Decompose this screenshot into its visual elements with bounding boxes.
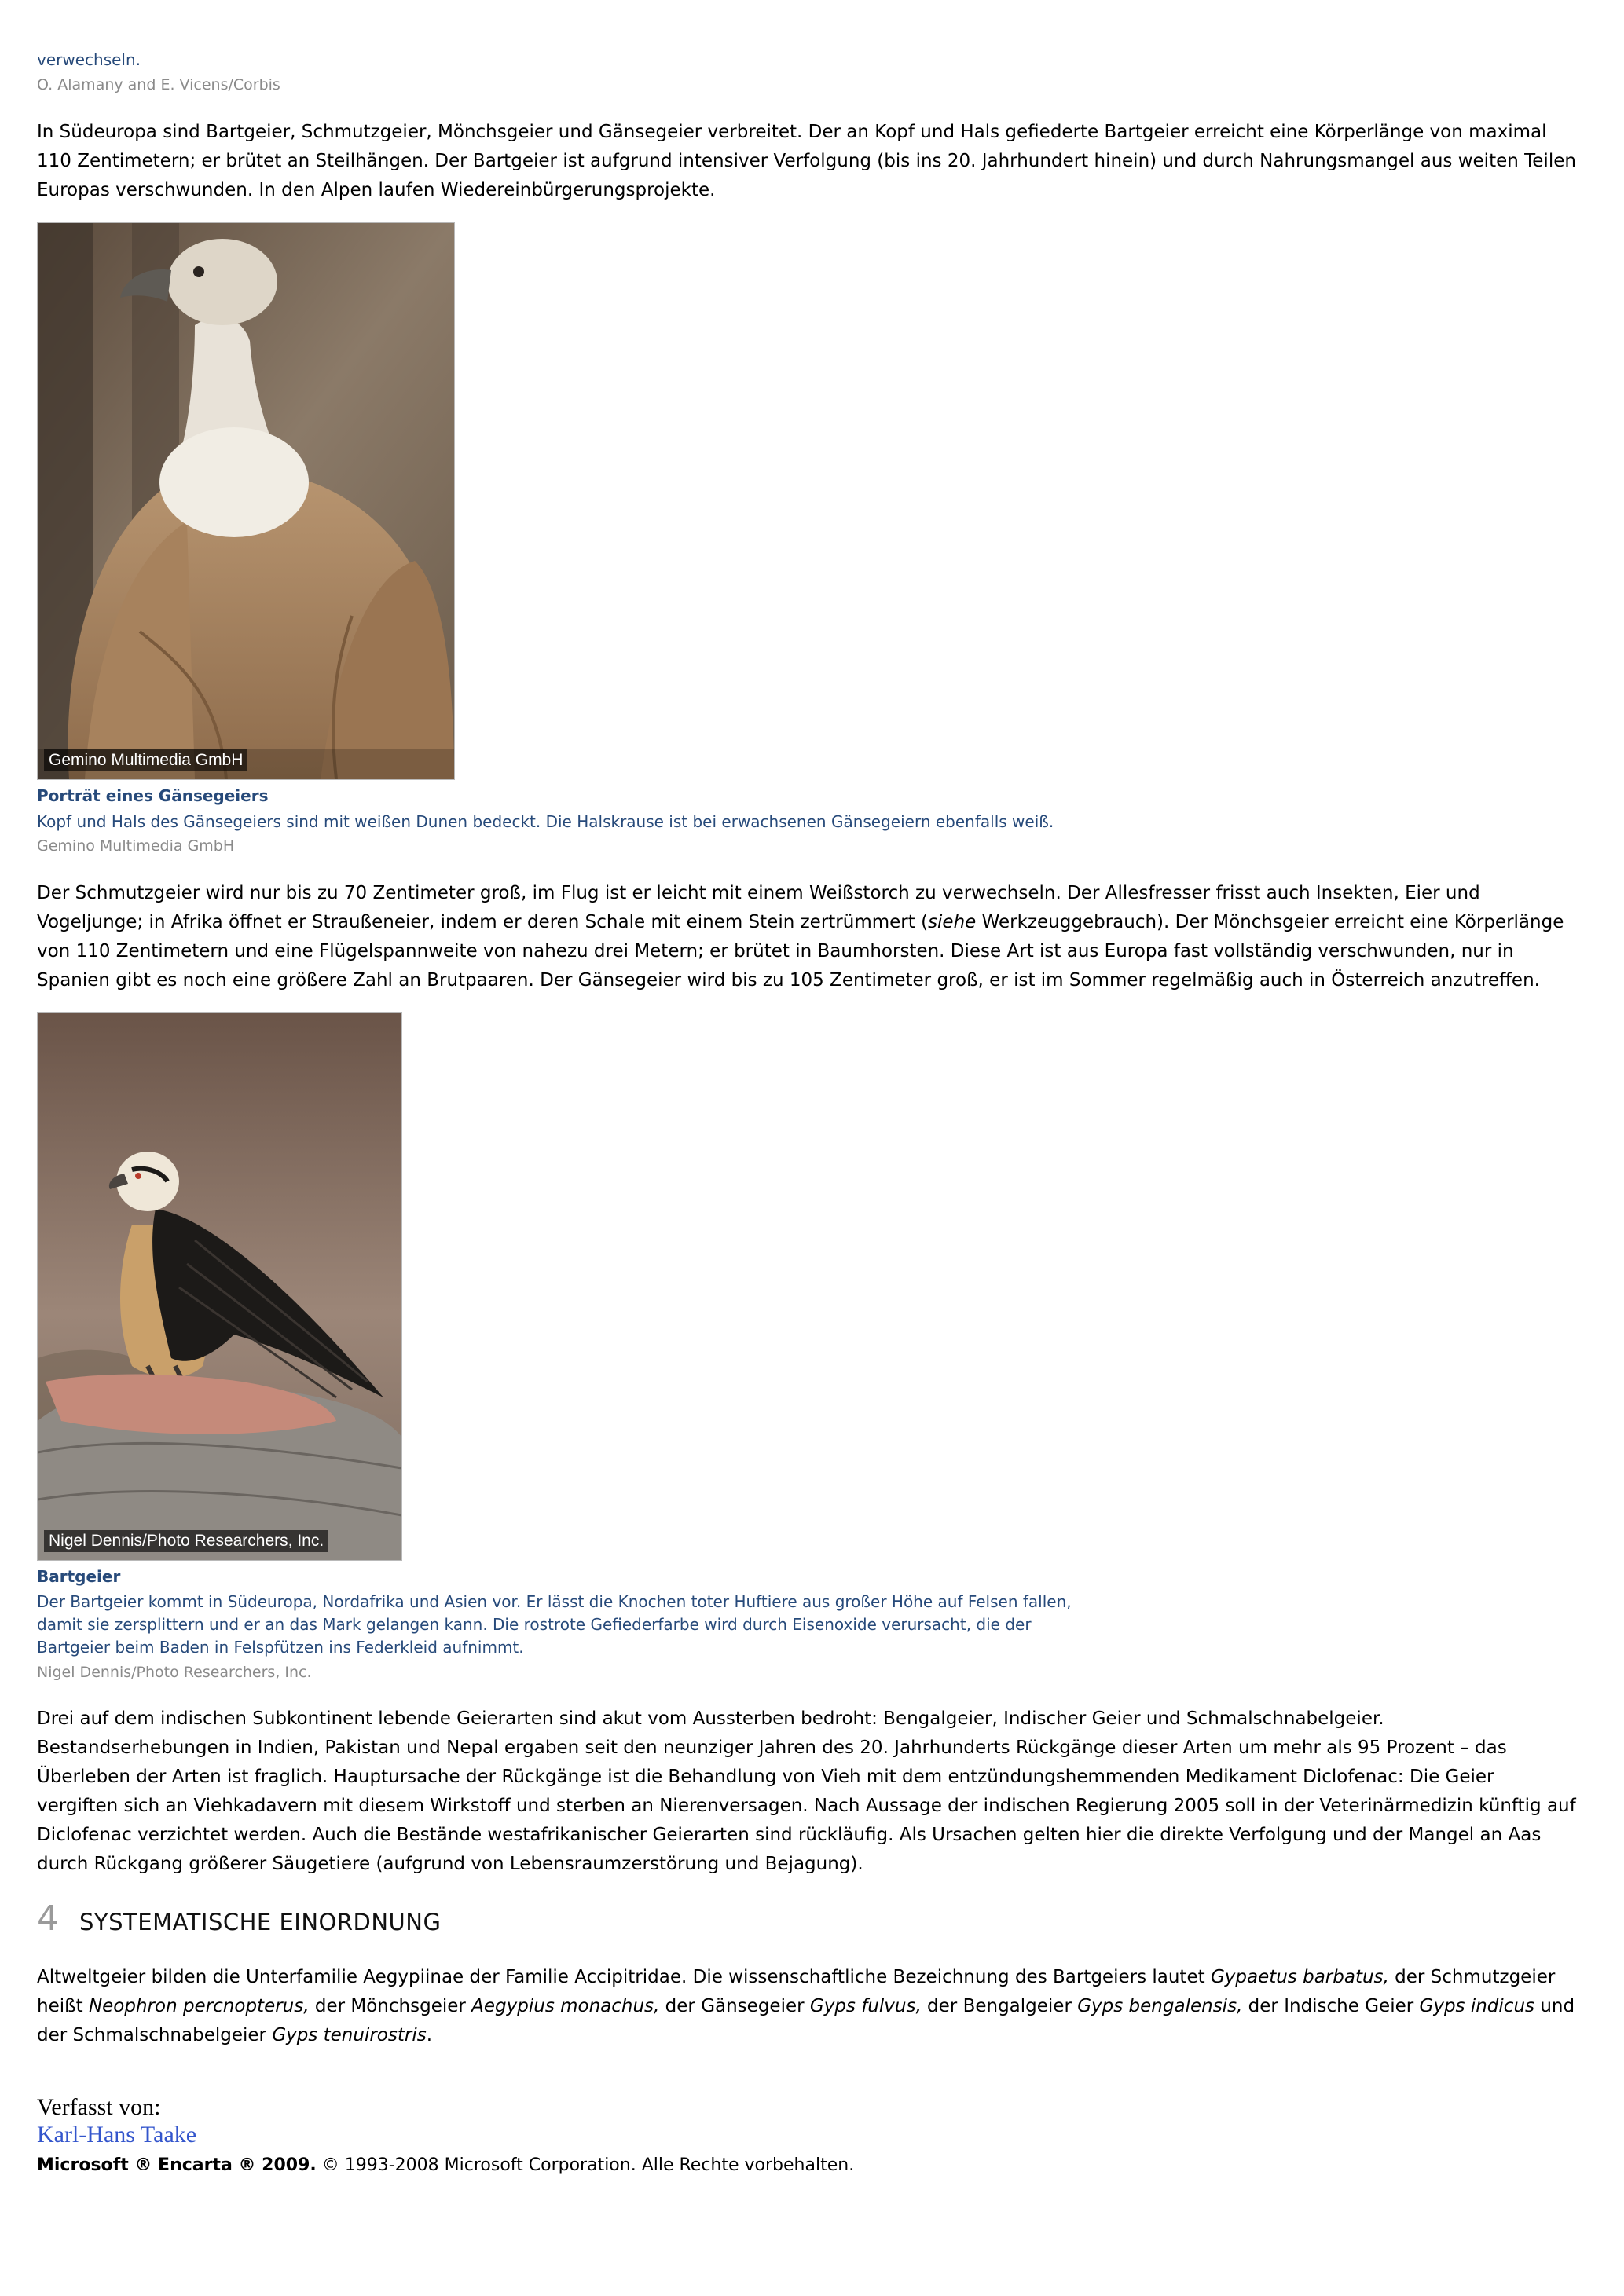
product-name: Microsoft ® Encarta ® 2009. (37, 2155, 317, 2175)
figure-caption-bearded: Der Bartgeier kommt in Südeuropa, Nordafrika und Asien vor. Er lässt die Knochen toter Huftiere aus großer Höhe auf Felsen fallen, damit sie zersplittern und er an das Mark gelangen kann. Die rostrote Gefiederfarbe wird durch Eisenoxide verursacht, die der Bartgeier beim Baden in Felspfützen ins Federkleid aufnimmt. (37, 1592, 1072, 1657)
paragraph-indian-vultures: Drei auf dem indischen Subkontinent lebende Geierarten sind akut vom Aussterben bedroht: Bengalgeier, Indischer Geier und Schmalschnabelgeier. Bestandserhebungen in Indien, Pakistan und Nepal ergaben seit den neunziger Jahren des 20. Jahrhunderts Rückgänge dieser Arten um mehr als 95 Prozent – das Überleben der Arten ist fraglich. Hauptursache der Rückgänge ist die Behandlung von Vieh mit dem entzündungshemmenden Medikament Diclofenac: Die Geier vergiften sich an Viehkadavern mit diesem Wirkstoff und sterben an Nierenversagen. Nach Aussage der indischen Regierung 2005 soll in der Veterinärmedizin künftig auf Diclofenac verzichtet werden. Auch die Bestände westafrikanischer Geierarten sind rückläufig. Als Ursachen gelten hier die direkte Verfolgung und der Mangel an Aas durch Rückgang größerer Säugetiere (aufgrund von Lebensraumzerstörung und Bejagung). (37, 1708, 1576, 1874)
figure-credit-bearded: Nigel Dennis/Photo Researchers, Inc. (37, 1664, 312, 1681)
author-label: Verfasst von: (37, 2094, 161, 2120)
paragraph-southern-europe: In Südeuropa sind Bartgeier, Schmutzgeier, Mönchsgeier und Gänsegeier verbreitet. Der an Kopf und Hals gefiederte Bartgeier erreicht eine Körperlänge von maximal 110 Zentimetern; er brütet an Steilhängen. Der Bartgeier ist aufgrund intensiver Verfolgung (bis ins 20. Jahrhundert hinein) und durch Nahrungsmangel aus weiten Teilen Europas verschwunden. In den Alpen laufen Wiedereinbürgerungsprojekte. (37, 122, 1576, 200)
bearded-vulture-photo[interactable] (37, 1012, 402, 1561)
bearded-vulture-image (38, 1013, 401, 1560)
section-title: SYSTEMATISCHE EINORDNUNG (79, 1909, 442, 1935)
author-link[interactable]: Karl-Hans Taake (37, 2122, 197, 2148)
photo-credit: O. Alamany and E. Vicens/Corbis (37, 76, 280, 93)
see-reference: siehe (928, 912, 977, 932)
figure-caption-griffon: Kopf und Hals des Gänsegeiers sind mit weißen Dunen bedeckt. Die Halskrause ist bei erwachsenen Gänsegeiern ebenfalls weiß. (37, 812, 1054, 831)
paragraph-egyptian-cinereous: Der Schmutzgeier wird nur bis zu 70 Zentimeter groß, im Flug ist er leicht mit einem Weißstorch zu verwechseln. Der Allesfresser frisst auch Insekten, Eier und Vogeljunge; in Afrika öffnet er Straußeneier, indem er deren Schale mit einem Stein zertrümmert (siehe Werkzeuggebrauch). Der Mönchsgeier erreicht eine Körperlänge von 110 Zentimetern und eine Flügelspannweite von nahezu drei Metern; er brütet in Baumhorsten. Diese Art ist aus Europa fast vollständig verschwunden, nur in Spanien gibt es noch eine größere Zahl an Brutpaaren. Der Gänsegeier wird bis zu 105 Zentimeter groß, er ist im Sommer regelmäßig auch in Österreich anzutreffen. (37, 883, 1564, 991)
image-watermark: Gemino Multimedia GmbH (44, 749, 247, 771)
section-number: 4 (37, 1899, 59, 1939)
figure-title-bearded: Bartgeier (37, 1567, 121, 1586)
cross-reference-link[interactable]: verwechseln. (37, 50, 141, 69)
copyright-line: Microsoft ® Encarta ® 2009. © 1993-2008 Microsoft Corporation. Alle Rechte vorbehalten. (37, 2155, 855, 2175)
griffon-vulture-image (38, 223, 454, 779)
paragraph-systematics: Altweltgeier bilden die Unterfamilie Aegypiinae der Familie Accipitridae. Die wissenschaftliche Bezeichnung des Bartgeiers lautet Gypaetus barbatus, der Schmutzgeier heißt Neophron percnopterus, der Mönchsgeier Aegypius monachus, der Gänsegeier Gyps fulvus, der Bengalgeier Gyps bengalensis, der Indische Geier Gyps indicus und der Schmalschnabelgeier Gyps tenuirostris. (37, 1967, 1575, 2045)
griffon-vulture-photo[interactable] (37, 222, 455, 780)
image-watermark: Nigel Dennis/Photo Researchers, Inc. (44, 1530, 328, 1552)
figure-credit-griffon: Gemino Multimedia GmbH (37, 837, 235, 855)
section-heading (37, 1899, 441, 1939)
figure-title-griffon: Porträt eines Gänsegeiers (37, 786, 269, 805)
